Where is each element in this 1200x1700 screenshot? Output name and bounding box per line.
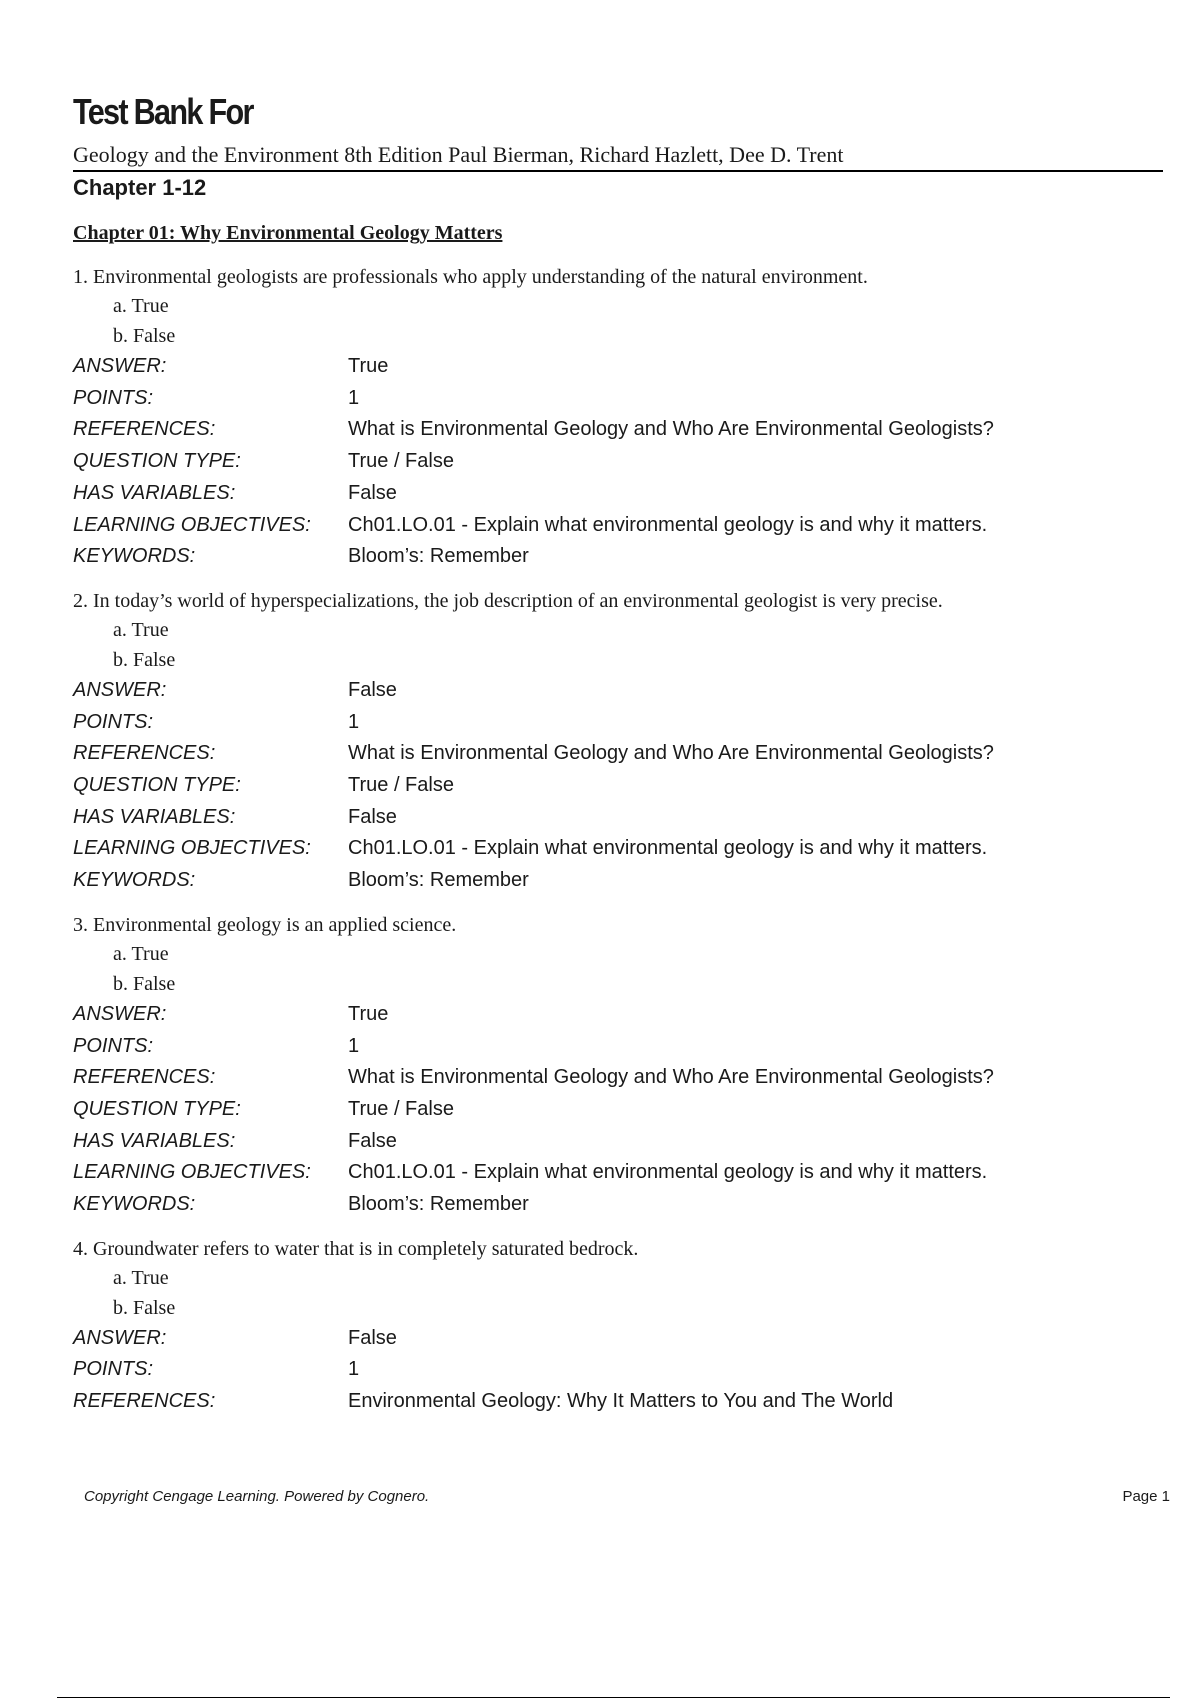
meta-value: Environmental Geology: Why It Matters to You and The World: [348, 1390, 894, 1413]
meta-answer: [73, 351, 1163, 383]
footer-copyright: Copyright Cengage Learning. Powered by Cognero.: [84, 1488, 430, 1505]
chapter-range: Chapter 1-12: [73, 175, 207, 200]
meta-references: [73, 1062, 1163, 1094]
meta-label: REFERENCES:: [73, 742, 216, 765]
answer-option-false: b. False: [113, 648, 176, 671]
question-block: [73, 1235, 1163, 1418]
meta-answer: [73, 999, 1163, 1031]
meta-value: Bloom’s: Remember: [348, 1193, 529, 1216]
meta-learning-objectives: [73, 510, 1163, 542]
meta-answer: [73, 1323, 1163, 1355]
question-stem: 2. In today’s world of hyperspecializations, the job description of an environmental geologist is very precise.: [73, 589, 943, 612]
meta-label: LEARNING OBJECTIVES:: [73, 1161, 311, 1184]
meta-value: False: [348, 1129, 397, 1152]
meta-points: [73, 383, 1163, 415]
meta-value: Ch01.LO.01 - Explain what environmental geology is and why it matters.: [348, 1161, 988, 1184]
meta-learning-objectives: [73, 833, 1163, 865]
meta-label: HAS VARIABLES:: [73, 1129, 236, 1152]
answer-option-false: b. False: [113, 1296, 176, 1319]
meta-value: True: [348, 355, 389, 377]
meta-references: [73, 1386, 1163, 1418]
meta-references: [73, 414, 1163, 446]
meta-value: True: [348, 1002, 389, 1025]
meta-has-variables: [73, 802, 1163, 834]
meta-value: True / False: [348, 774, 454, 797]
meta-value: False: [348, 678, 397, 701]
meta-learning-objectives: [73, 1157, 1163, 1189]
meta-value: What is Environmental Geology and Who Are Environmental Geologists?: [348, 1066, 994, 1089]
meta-value: Ch01.LO.01 - Explain what environmental geology is and why it matters.: [348, 513, 988, 536]
meta-label: HAS VARIABLES:: [73, 805, 236, 828]
answer-option-true: a. True: [113, 942, 169, 965]
meta-answer: [73, 675, 1163, 707]
meta-value: Bloom’s: Remember: [348, 869, 529, 892]
page-number: Page 1: [1122, 1488, 1170, 1505]
meta-keywords: [73, 1189, 1163, 1221]
answer-option-true: a. True: [113, 295, 169, 317]
meta-label: ANSWER:: [73, 678, 167, 701]
chapter-heading: Chapter 01: Why Environmental Geology Matters: [73, 222, 503, 244]
answer-option-false: b. False: [113, 325, 176, 347]
meta-points: [73, 1031, 1163, 1063]
meta-references: [73, 738, 1163, 770]
meta-points: [73, 1354, 1163, 1386]
answer-option-true: a. True: [113, 1266, 169, 1289]
question-block: [73, 911, 1163, 1221]
meta-label: REFERENCES:: [73, 1066, 216, 1089]
meta-value: False: [348, 481, 397, 504]
meta-label: KEYWORDS:: [73, 545, 196, 568]
meta-keywords: [73, 541, 1163, 573]
book-subtitle: Geology and the Environment 8th Edition Paul Bierman, Richard Hazlett, Dee D. Trent: [73, 142, 1163, 172]
meta-question-type: [73, 446, 1163, 478]
meta-value: 1: [348, 1034, 360, 1057]
meta-label: LEARNING OBJECTIVES:: [73, 513, 311, 536]
question-stem: 3. Environmental geology is an applied science.: [73, 913, 457, 936]
meta-value: What is Environmental Geology and Who Are Environmental Geologists?: [348, 742, 994, 765]
meta-label: POINTS:: [73, 710, 154, 733]
meta-value: 1: [348, 710, 360, 733]
meta-label: POINTS:: [73, 1034, 154, 1057]
meta-label: REFERENCES:: [73, 1390, 216, 1413]
meta-question-type: [73, 1094, 1163, 1126]
meta-label: KEYWORDS:: [73, 1193, 196, 1216]
meta-points: [73, 707, 1163, 739]
meta-value: 1: [348, 386, 360, 409]
meta-label: LEARNING OBJECTIVES:: [73, 837, 311, 860]
meta-value: True / False: [348, 450, 454, 473]
answer-option-true: a. True: [113, 618, 169, 641]
meta-value: False: [348, 805, 397, 828]
meta-has-variables: [73, 1126, 1163, 1158]
meta-label: QUESTION TYPE:: [73, 774, 241, 797]
meta-label: QUESTION TYPE:: [73, 1097, 241, 1120]
question-block: [73, 587, 1163, 897]
question-stem: 4. Groundwater refers to water that is in completely saturated bedrock.: [73, 1237, 639, 1260]
meta-label: QUESTION TYPE:: [73, 450, 241, 473]
bottom-divider: [57, 1697, 1170, 1698]
meta-value: Bloom’s: Remember: [348, 545, 529, 568]
meta-label: POINTS:: [73, 386, 154, 409]
question-stem: 1. Environmental geologists are professionals who apply understanding of the natural environment.: [73, 266, 868, 288]
meta-value: False: [348, 1326, 397, 1349]
meta-value: True / False: [348, 1097, 454, 1120]
meta-has-variables: [73, 478, 1163, 510]
meta-label: REFERENCES:: [73, 418, 216, 441]
question-block: [73, 263, 1163, 573]
meta-label: ANSWER:: [73, 355, 167, 377]
answer-option-false: b. False: [113, 972, 176, 995]
meta-question-type: [73, 770, 1163, 802]
meta-label: POINTS:: [73, 1358, 154, 1381]
document-page: [73, 92, 1163, 1418]
meta-value: What is Environmental Geology and Who Are Environmental Geologists?: [348, 418, 994, 441]
meta-value: 1: [348, 1358, 360, 1381]
meta-label: HAS VARIABLES:: [73, 481, 236, 504]
document-title: Test Bank For: [73, 91, 253, 132]
meta-keywords: [73, 865, 1163, 897]
meta-label: ANSWER:: [73, 1326, 167, 1349]
meta-label: ANSWER:: [73, 1002, 167, 1025]
meta-value: Ch01.LO.01 - Explain what environmental geology is and why it matters.: [348, 837, 988, 860]
meta-label: KEYWORDS:: [73, 869, 196, 892]
